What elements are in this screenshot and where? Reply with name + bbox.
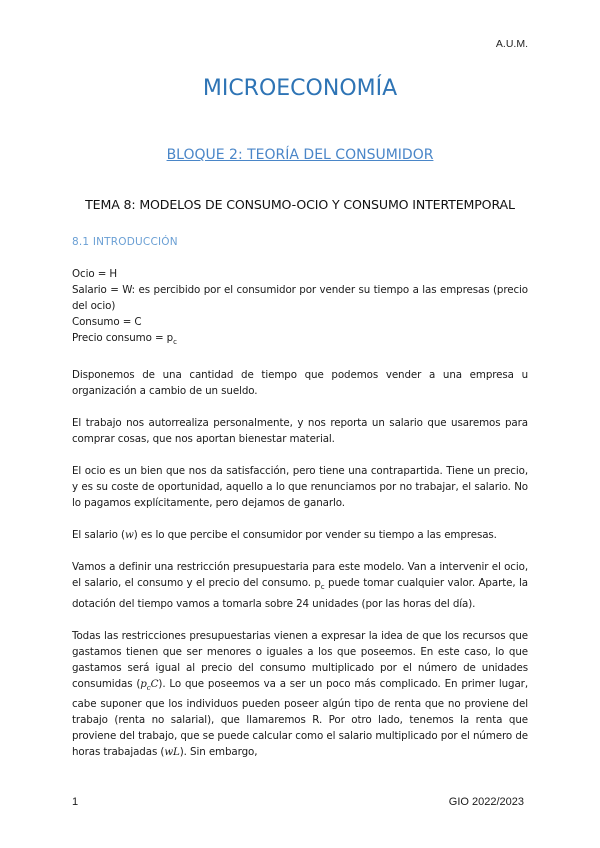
- body-text: [72, 266, 528, 760]
- paragraph-6: [72, 628, 528, 761]
- definition-precio: [72, 330, 528, 350]
- definition-ocio: Ocio = H: [72, 268, 118, 280]
- paragraph-1: Disponemos de una cantidad de tiempo que podemos vender a una empresa u organización a cambio de un sueldo.: [72, 368, 528, 397]
- main-title: MICROECONOMÍA: [202, 76, 398, 101]
- topic-title: TEMA 8: MODELOS DE CONSUMO-OCIO Y CONSUMO INTERTEMPORAL: [85, 197, 515, 212]
- paragraph-5: [72, 559, 528, 611]
- page-number: 1: [72, 796, 79, 808]
- paragraph-4: [72, 527, 528, 543]
- definition-consumo: Consumo = C: [72, 316, 142, 329]
- p6-text-c: ). Sin embargo,: [179, 746, 258, 759]
- p6-text-a: Todas las restricciones presupuestarias vienen a expresar la idea de que los recursos que gastamos tienen que ser menores o iguales a los que poseemos. En este caso, lo que gastamos será igual al precio del consumo multiplicado por el número de unidades consumidas (: [72, 629, 528, 690]
- p4-text-a: El salario (: [72, 529, 125, 542]
- p4-text-b: ) es lo que percibe el consumidor por vender su tiempo a las empresas.: [133, 529, 497, 542]
- definition-salario: Salario = W: es percibido por el consumidor por vender su tiempo a las empresas (precio del ocio): [72, 284, 528, 313]
- section-title: 8.1 INTRODUCCIÓN: [72, 236, 178, 248]
- paragraph-3: El ocio es un bien que nos da satisfacción, pero tiene una contrapartida. Tiene un precio, y es su coste de oportunidad, aquello a lo que renunciamos por no trabajar, el salario. No lo pagamos explícitamente, pero dejamos de ganarlo.: [72, 464, 528, 510]
- p6-var-p: p: [140, 677, 147, 690]
- definitions: [72, 266, 528, 351]
- p5-text-b: puede tomar cualquier valor. Aparte, la dotación del tiempo vamos a tomarla sobre 24 unidades (por las horas del día).: [72, 577, 528, 610]
- p5-sub: c: [320, 583, 325, 592]
- p4-var-w: w: [124, 529, 134, 542]
- definition-precio-text: Precio consumo = p: [72, 332, 174, 345]
- definition-precio-sub: c: [173, 338, 177, 347]
- block-title: BLOQUE 2: TEORÍA DEL CONSUMIDOR: [166, 147, 434, 163]
- p6-var-pc: [140, 678, 158, 690]
- paragraph-2: El trabajo nos autorrealiza personalmente, y nos reporta un salario que usaremos para comprar cosas, que nos aportan bienestar material.: [72, 416, 528, 445]
- p6-var-wl: wL: [164, 746, 180, 759]
- footer-course: GIO 2022/2023: [448, 796, 524, 808]
- header-author: A.U.M.: [495, 38, 528, 50]
- p6-text-b: ). Lo que poseemos va a ser un poco más complicado. En primer lugar, cabe suponer que los individuos pueden poseer algún tipo de renta que no proviene del trabajo (renta no salarial), que llamaremos R. Por otro lado, tenemos la renta que proviene del trabajo, que se puede calcular como el salario multiplicado por el número de horas trabajadas (: [72, 677, 528, 759]
- p6-var-c: C: [150, 677, 159, 690]
- p5-text-a: Vamos a definir una restricción presupuestaria para este modelo. Van a intervenir el ocio, el salario, el consumo y el precio del consumo. p: [72, 561, 528, 590]
- p6-var-sub: c: [146, 683, 151, 692]
